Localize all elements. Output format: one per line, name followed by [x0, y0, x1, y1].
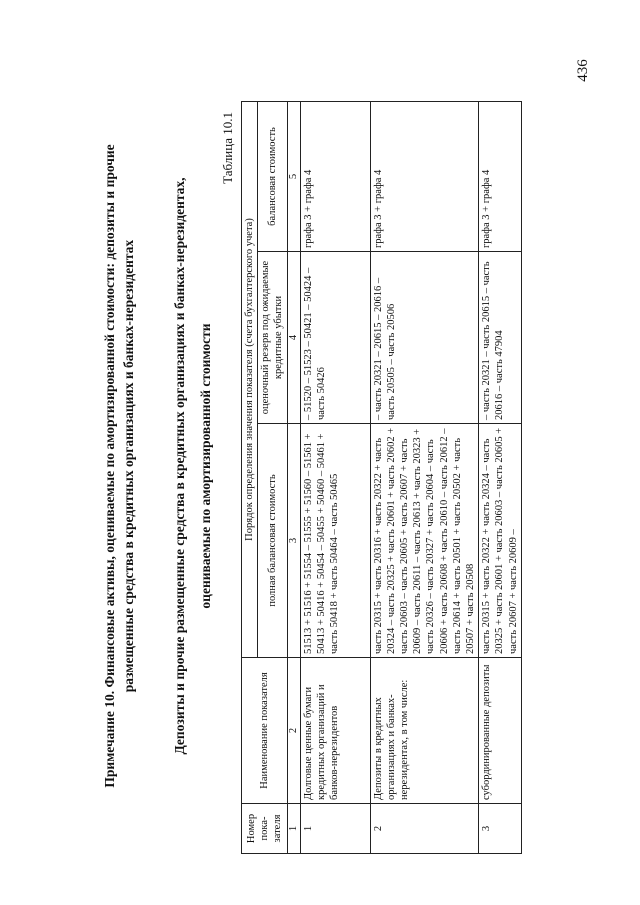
row-reserve: – часть 20321 – 20615 – 20616 – часть 20505 – часть 20506: [370, 252, 479, 424]
row-name: Долговые ценные бумаги кредитных организаций и банков-нерезидентов: [300, 658, 370, 804]
row-reserve: – 51520 – 51523 – 50421 – 50424 – часть 50426: [300, 252, 370, 424]
note-title-line-2: размещенные средства в кредитных организациях и банках-нерезидентах: [121, 239, 136, 693]
row-balance: графа 3 + графа 4: [479, 101, 522, 251]
table-row: [370, 101, 479, 853]
table-row: [479, 101, 522, 853]
header-reserve: оценочный резерв под ожидаемые кредитные убытки: [258, 252, 287, 424]
row-gross: часть 20315 + часть 20316 + часть 20322 + часть 20324 – часть 20325 + часть 20601 + часть 20602 + часть 20603 – часть 20605 + часть 20607 + часть 20609 – часть 20611 – часть 20613 + часть 20323 + часть 20326 – часть 20327 + часть 20604 – часть 20606 + часть 20608 + часть 20610 – часть 20612 – часть 20614 + часть 20501 + часть 20502 + часть 20507 + часть 20508: [370, 424, 479, 658]
deposits-table: [241, 101, 522, 854]
header-balance: балансовая стоимость: [258, 101, 287, 251]
column-number: 3: [287, 424, 300, 658]
row-number: 1: [300, 804, 370, 854]
row-number: 3: [479, 804, 522, 854]
table-label: Таблица 10.1: [220, 112, 235, 184]
row-balance: графа 3 + графа 4: [300, 101, 370, 251]
row-name: субординированные депозиты: [479, 658, 522, 804]
column-number: 4: [287, 252, 300, 424]
column-number: 1: [287, 804, 300, 854]
page-number: 436: [574, 59, 591, 82]
row-reserve: – часть 20321 – часть 20615 – часть 20616 – часть 47904: [479, 252, 522, 424]
column-number: 5: [287, 101, 300, 251]
row-gross: часть 20315 + часть 20322 + часть 20324 – часть 20325 + часть 20601 + часть 20603 – часть 20605 + часть 20607 + часть 20609 –: [479, 424, 522, 658]
note-title-line-1: Примечание 10. Финансовые активы, оцениваемые по амортизированной стоимости: депозиты и прочие: [102, 144, 117, 788]
row-balance: графа 3 + графа 4: [370, 101, 479, 251]
table-title-line-1: Депозиты и прочие размещенные средства в кредитных организациях и банках-нерезидентах,: [172, 177, 187, 755]
header-name: Наименование показателя: [242, 658, 288, 804]
row-number: 2: [370, 804, 479, 854]
header-group: Порядок определения значения показателя (счета бухгалтерского учета): [242, 101, 258, 657]
row-name: Депозиты в кредитных организациях и банках-нерезидентах, в том числе:: [370, 658, 479, 804]
column-number: 2: [287, 658, 300, 804]
table-title-line-2: оцениваемые по амортизированной стоимости: [198, 323, 213, 609]
header-number: Номер пока-зателя: [242, 804, 288, 854]
table-row: [300, 101, 370, 853]
header-gross: полная балансовая стоимость: [258, 424, 287, 658]
rotated-content: [96, 66, 616, 866]
row-gross: 51513 + 51516 + 51554 – 51555 + 51560 – 51561 + 50413 + 50416 + 50454 – 50455 + 50460 – 50461 + часть 50418 + часть 50464 – часть 50465: [300, 424, 370, 658]
